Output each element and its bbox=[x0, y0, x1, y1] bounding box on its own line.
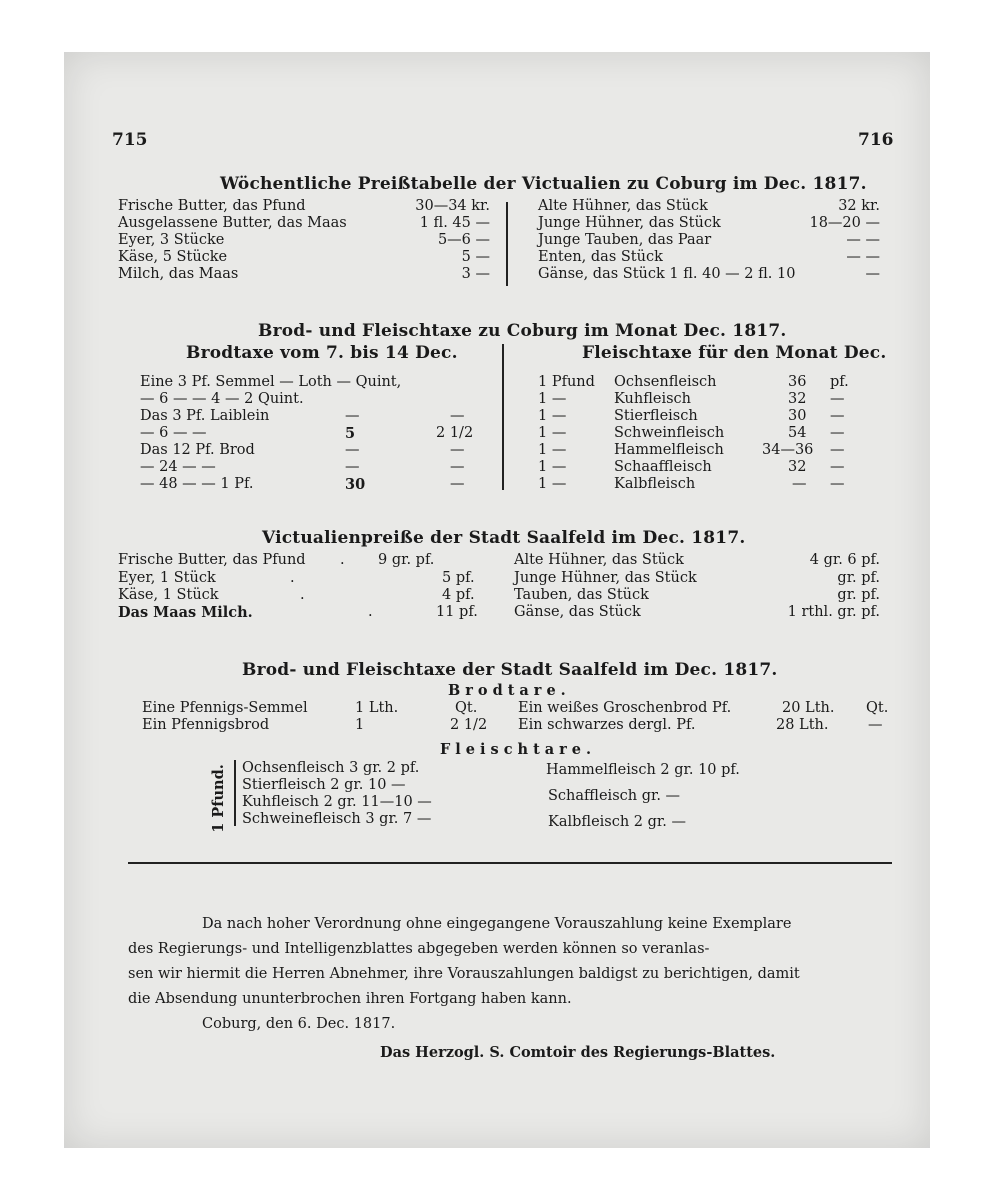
page-number-right: 716 bbox=[858, 130, 894, 150]
fleisch-unit: — bbox=[830, 425, 845, 441]
saalfeld-brot-heading: Brodtare. bbox=[448, 682, 571, 699]
brot-row-value: 2 1/2 bbox=[436, 425, 474, 441]
signature: Das Herzogl. S. Comtoir des Regierungs-Blattes. bbox=[380, 1044, 776, 1061]
saalfeld-brot-cell: Qt. bbox=[455, 700, 478, 716]
saalfeld-brot-cell: 1 Lth. bbox=[355, 700, 399, 716]
fleisch-qty: 1 — bbox=[538, 425, 567, 441]
coburg-item: Enten, das Stück bbox=[538, 249, 663, 265]
coburg-price: 32 kr. bbox=[838, 198, 880, 214]
bracket-line bbox=[234, 760, 236, 826]
saalfeld-dot: . bbox=[340, 552, 345, 568]
saalfeld-brot-cell: Eine Pfennigs-Semmel bbox=[142, 700, 308, 716]
brot-row-label: — 24 — — bbox=[140, 459, 216, 475]
fleisch-price: — bbox=[792, 476, 807, 492]
section-divider bbox=[128, 862, 892, 864]
saalfeld-item: Käse, 1 Stück bbox=[118, 587, 219, 603]
saalfeld-brot-cell: Ein schwarzes dergl. Pf. bbox=[518, 717, 696, 733]
brot-row-label: — 6 — — 4 — 2 Quint. bbox=[140, 391, 304, 407]
coburg-price: — bbox=[865, 266, 880, 282]
fleisch-qty: 1 — bbox=[538, 391, 567, 407]
brot-row-label: — 6 — — bbox=[140, 425, 207, 441]
fleisch-item: Stierfleisch bbox=[614, 408, 698, 424]
coburg-item: Gänse, das Stück 1 fl. 40 — 2 fl. 10 bbox=[538, 266, 796, 282]
coburg-item: Junge Tauben, das Paar bbox=[538, 232, 712, 248]
saalfeld-dot: . bbox=[300, 587, 305, 603]
fleisch-item: Ochsenfleisch bbox=[614, 374, 717, 390]
fleisch-unit: — bbox=[830, 408, 845, 424]
fleisch-unit: pf. bbox=[830, 374, 849, 390]
saalfeld-brot-cell: 2 1/2 bbox=[450, 717, 488, 733]
notice-line: des Regierungs- und Intelligenzblattes abgegeben werden können so veranlas- bbox=[128, 941, 710, 957]
brot-row-value: — bbox=[345, 459, 360, 475]
fleisch-unit: — bbox=[830, 476, 845, 492]
coburg-price: 30—34 kr. bbox=[415, 198, 490, 214]
fleisch-item: Schaaffleisch bbox=[614, 459, 712, 475]
fleisch-price: 34—36 bbox=[762, 442, 814, 458]
saalfeld-brot-cell: Ein weißes Groschenbrod Pf. bbox=[518, 700, 732, 716]
saalfeld-price: 5 pf. bbox=[442, 570, 475, 586]
saalfeld-fleisch-heading: Fleischtare. bbox=[440, 741, 597, 758]
saalfeld-price: gr. pf. bbox=[837, 570, 880, 586]
column-divider bbox=[506, 202, 508, 286]
coburg-taxe-title: Brod- und Fleischtaxe zu Coburg im Monat Dec. 1817. bbox=[258, 321, 787, 341]
brot-row-label: Das 3 Pf. Laiblein bbox=[140, 408, 270, 424]
coburg-item: Alte Hühner, das Stück bbox=[538, 198, 708, 214]
coburg-price: 5—6 — bbox=[437, 232, 490, 248]
fleisch-heading: Fleischtaxe für den Monat Dec. bbox=[582, 343, 887, 363]
fleisch-unit: — bbox=[830, 459, 845, 475]
saalfeld-dot: . bbox=[368, 604, 373, 620]
coburg-item: Frische Butter, das Pfund bbox=[118, 198, 306, 214]
saalfeld-dot: . bbox=[290, 570, 295, 586]
brot-row-value: 30 bbox=[345, 476, 366, 493]
brot-row-value: — bbox=[345, 408, 360, 424]
saalfeld-brot-cell: — bbox=[868, 717, 883, 733]
unit-side-label: 1 Pfund. bbox=[209, 764, 227, 833]
brot-row-value: — bbox=[450, 442, 465, 458]
fleisch-unit: — bbox=[830, 391, 845, 407]
saalfeld-item: Junge Hühner, das Stück bbox=[514, 570, 697, 586]
saalfeld-price: 11 pf. bbox=[436, 604, 478, 620]
saalfeld-item: Alte Hühner, das Stück bbox=[514, 552, 684, 568]
coburg-price: — — bbox=[846, 232, 880, 248]
coburg-prices-title: Wöchentliche Preißtabelle der Victualien zu Coburg im Dec. 1817. bbox=[220, 174, 867, 194]
coburg-item: Junge Hühner, das Stück bbox=[538, 215, 721, 231]
fleisch-price: 54 bbox=[788, 425, 807, 441]
fleisch-qty: 1 — bbox=[538, 408, 567, 424]
coburg-price: — — bbox=[846, 249, 880, 265]
saalfeld-price: gr. pf. bbox=[837, 587, 880, 603]
brot-heading: Brodtaxe vom 7. bis 14 Dec. bbox=[186, 343, 458, 363]
fleisch-qty: 1 Pfund bbox=[538, 374, 595, 390]
brot-row-label: Eine 3 Pf. Semmel — Loth — Quint, bbox=[140, 374, 402, 390]
saalfeld-fleisch-row: Schweinefleisch 3 gr. 7 — bbox=[242, 811, 432, 827]
saalfeld-fleisch-row: Ochsenfleisch 3 gr. 2 pf. bbox=[242, 760, 420, 776]
coburg-item: Käse, 5 Stücke bbox=[118, 249, 228, 265]
coburg-item: Eyer, 3 Stücke bbox=[118, 232, 225, 248]
brot-row-value: — bbox=[450, 476, 465, 492]
brot-row-value: — bbox=[450, 459, 465, 475]
coburg-price: 18—20 — bbox=[809, 215, 880, 231]
saalfeld-fleisch-row: Hammelfleisch 2 gr. 10 pf. bbox=[546, 762, 740, 778]
saalfeld-price: 1 rthl. gr. pf. bbox=[787, 604, 880, 620]
fleisch-qty: 1 — bbox=[538, 442, 567, 458]
saalfeld-item: Frische Butter, das Pfund bbox=[118, 552, 306, 568]
fleisch-item: Schweinfleisch bbox=[614, 425, 725, 441]
fleisch-item: Hammelfleisch bbox=[614, 442, 724, 458]
page-number-left: 715 bbox=[112, 130, 148, 150]
saalfeld-brot-cell: 28 Lth. bbox=[776, 717, 829, 733]
saalfeld-brot-cell: 20 Lth. bbox=[782, 700, 835, 716]
brot-row-value: 5 bbox=[345, 425, 356, 442]
coburg-price: 1 fl. 45 — bbox=[419, 215, 490, 231]
saalfeld-item: Das Maas Milch. bbox=[118, 604, 253, 621]
saalfeld-price: 4 pf. bbox=[442, 587, 475, 603]
fleisch-price: 32 bbox=[788, 391, 807, 407]
fleisch-item: Kuhfleisch bbox=[614, 391, 691, 407]
place-date: Coburg, den 6. Dec. 1817. bbox=[202, 1016, 396, 1032]
saalfeld-fleisch-row: Schaffleisch gr. — bbox=[548, 788, 681, 804]
saalfeld-price: 4 gr. 6 pf. bbox=[809, 552, 880, 568]
coburg-price: 5 — bbox=[461, 249, 490, 265]
column-divider bbox=[502, 344, 504, 490]
fleisch-price: 30 bbox=[788, 408, 807, 424]
fleisch-unit: — bbox=[830, 442, 845, 458]
notice-line: sen wir hiermit die Herren Abnehmer, ihre Vorauszahlungen baldigst zu berichtigen, damit bbox=[128, 966, 800, 982]
saalfeld-brot-cell: Ein Pfennigsbrod bbox=[142, 717, 270, 733]
fleisch-item: Kalbfleisch bbox=[614, 476, 696, 492]
saalfeld-price: 9 gr. pf. bbox=[378, 552, 435, 568]
coburg-item: Milch, das Maas bbox=[118, 266, 239, 282]
brot-row-value: — bbox=[345, 442, 360, 458]
notice-line: die Absendung ununterbrochen ihren Fortgang haben kann. bbox=[128, 991, 572, 1007]
fleisch-price: 32 bbox=[788, 459, 807, 475]
brot-row-label: — 48 — — 1 Pf. bbox=[140, 476, 254, 492]
brot-row-label: Das 12 Pf. Brod bbox=[140, 442, 255, 458]
saalfeld-brot-cell: 1 bbox=[355, 717, 365, 733]
fleisch-qty: 1 — bbox=[538, 459, 567, 475]
saalfeld-fleisch-row: Stierfleisch 2 gr. 10 — bbox=[242, 777, 406, 793]
saalfeld-item: Eyer, 1 Stück bbox=[118, 570, 216, 586]
fleisch-price: 36 bbox=[788, 374, 807, 390]
brot-row-value: — bbox=[450, 408, 465, 424]
saalfeld-taxe-title: Brod- und Fleischtaxe der Stadt Saalfeld im Dec. 1817. bbox=[242, 660, 778, 680]
saalfeld-fleisch-row: Kalbfleisch 2 gr. — bbox=[548, 814, 686, 830]
coburg-item: Ausgelassene Butter, das Maas bbox=[118, 215, 347, 231]
saalfeld-item: Gänse, das Stück bbox=[514, 604, 641, 620]
saalfeld-brot-cell: Qt. bbox=[866, 700, 889, 716]
saalfeld-prices-title: Victualienpreiße der Stadt Saalfeld im Dec. 1817. bbox=[262, 528, 746, 548]
notice-line: Da nach hoher Verordnung ohne eingegangene Vorauszahlung keine Exemplare bbox=[202, 916, 792, 932]
saalfeld-fleisch-row: Kuhfleisch 2 gr. 11—10 — bbox=[242, 794, 432, 810]
coburg-price: 3 — bbox=[461, 266, 490, 282]
fleisch-qty: 1 — bbox=[538, 476, 567, 492]
saalfeld-item: Tauben, das Stück bbox=[514, 587, 649, 603]
